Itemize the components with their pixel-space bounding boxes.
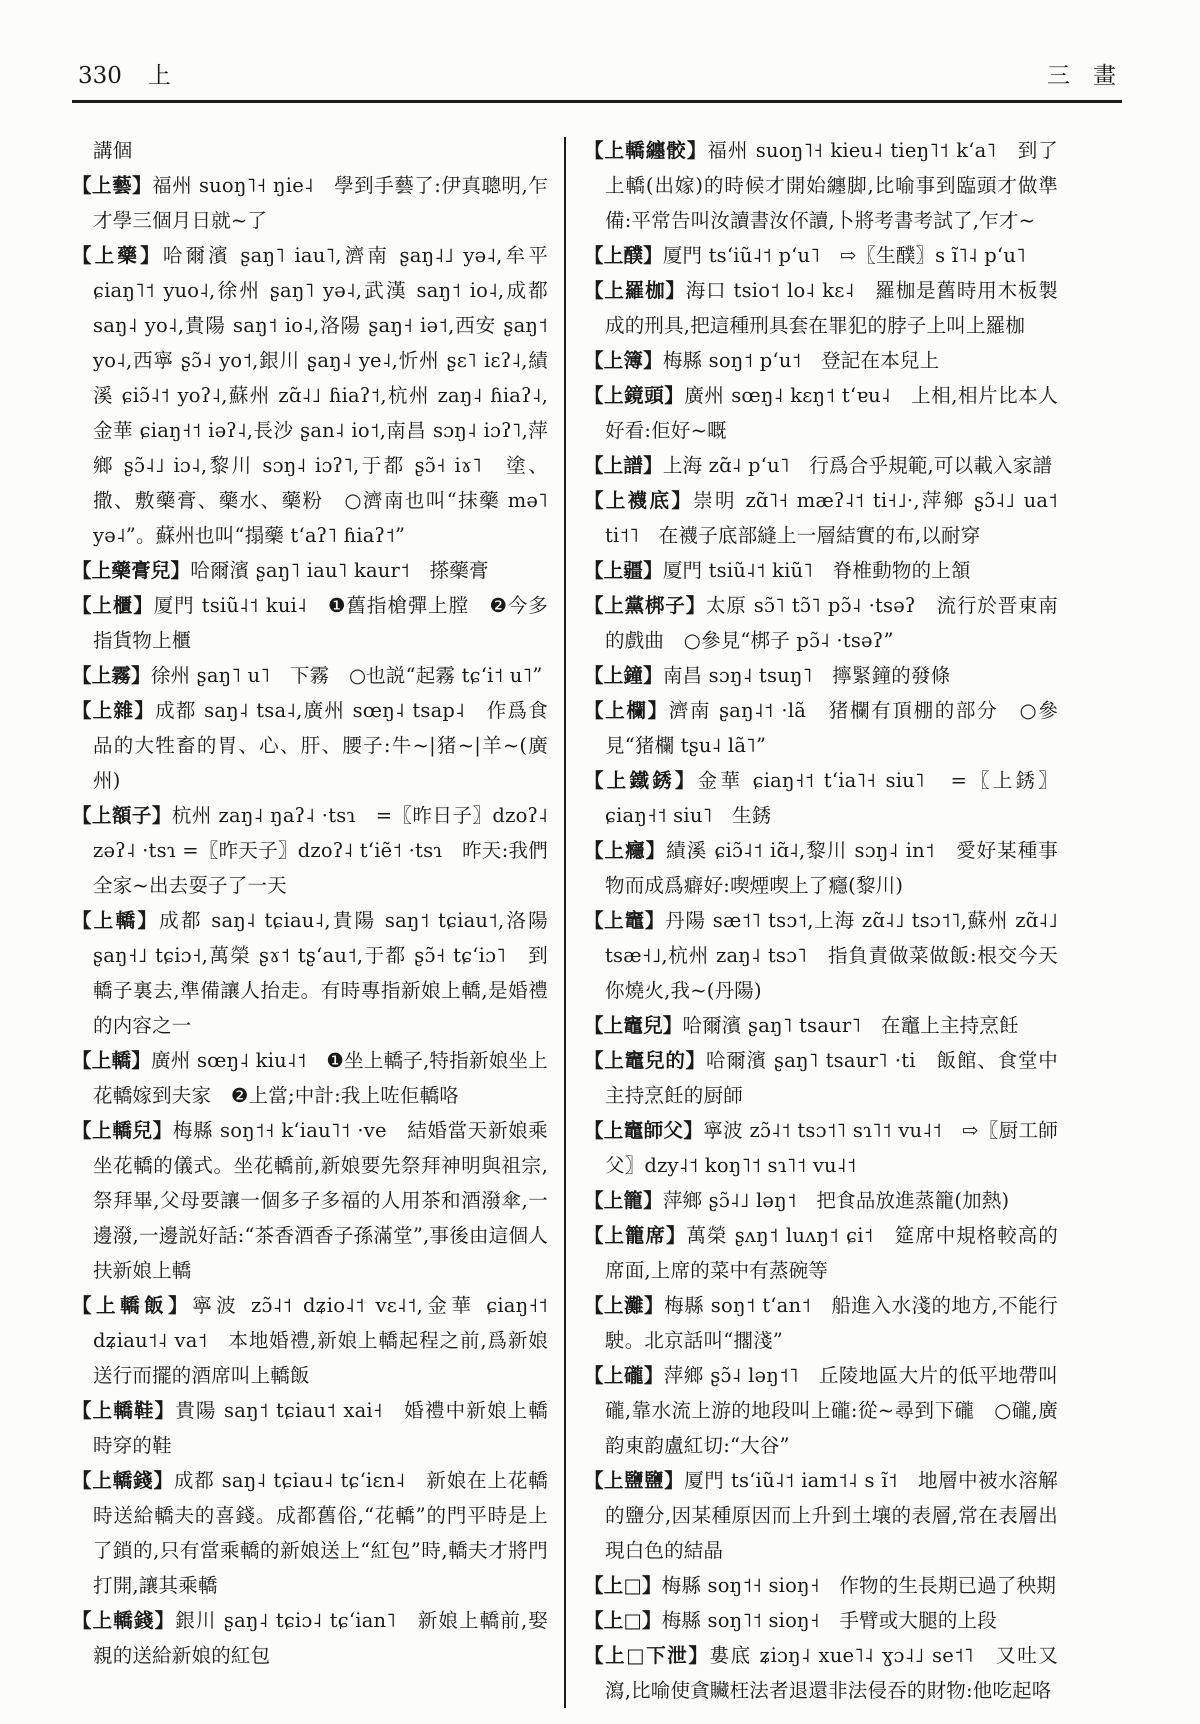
entry-body: 梅縣 soŋ˥˦ sioŋ˧ 手臂或大腿的上段 (661, 1609, 997, 1632)
entry-body: 寧波 zɔ̃˨˦ tsɔ˦˥ sɿ˥˦ vu˨˦ ⇨〖厨工師父〗dzy˨˦ koŋ˥˦ sɿ˥˦ vu˨˦ (605, 1119, 1059, 1177)
entry-body: 廣州 sœŋ˨ kɛŋ˦ tʻɐu˨ 上相,相片比本人好看:佢好~嘅 (605, 384, 1058, 442)
entry-body: 徐州 ʂaŋ˥ u˥ 下霧 ○也説“起霧 tɕʻi˦ u˥” (150, 664, 543, 687)
entry-headword: 【上簿】 (584, 349, 663, 372)
dictionary-entry (72, 553, 548, 588)
section-character: 上 (147, 63, 171, 89)
entry-body: 厦門 tsʻiũ˨˦ pʻu˥ ⇨〖生醭〗s ĩ˥˨ pʻu˥ (662, 244, 1026, 267)
entry-body: 厦門 tsiũ˨˦ kui˨ ❶舊指槍彈上膛 ❷今多指貨物上櫃 (93, 594, 548, 652)
entry-headword: 【上籠】 (584, 1189, 663, 1212)
dictionary-entry (584, 1218, 1058, 1288)
entry-headword: 【上籠席】 (584, 1224, 687, 1247)
entry-headword: 【上轎】 (72, 1049, 152, 1072)
entry-headword: 【上羅枷】 (584, 279, 686, 302)
entry-headword: 【上鹽鹽】 (584, 1469, 685, 1492)
dictionary-entry (72, 133, 548, 168)
dictionary-entry (584, 238, 1058, 273)
entry-body: 銀川 ʂaŋ˨ tɕiɔ˨ tɕʻian˥ 新娘上轎前,娶親的送給新娘的紅包 (93, 1609, 548, 1667)
entry-body: 福州 suoŋ˥˧ kieu˨ tieŋ˥˦ kʻa˥ 到了上轎(出嫁)的時候才開始纏脚,比喻事到臨頭才做準備:平常告叫汝讀書汝伓讀,卜將考書考試了,乍才~ (605, 139, 1058, 232)
entry-headword: 【上□】 (584, 1574, 662, 1597)
dictionary-entry (584, 1288, 1058, 1358)
dictionary-entry (72, 693, 548, 798)
dictionary-entry (584, 1043, 1058, 1113)
entry-headword: 【上轎錢】 (72, 1609, 176, 1632)
entry-headword: 【上礲】 (584, 1364, 664, 1387)
entry-body: 太原 sɔ̃˥ tɔ̃˥ pɔ̃˨ ·tsəʔ 流行於晋東南的戲曲 ○參見“梆子 pɔ̃˨ ·tsəʔ” (605, 594, 1058, 652)
entry-body: 福州 suoŋ˥˧ ŋie˨ 學到手藝了:伊真聰明,乍才學三個月日就~了 (93, 174, 548, 232)
dictionary-entry (72, 1113, 548, 1288)
entry-body: 梅縣 soŋ˦˧ sioŋ˧ 作物的生長期已過了秧期 (661, 1574, 1057, 1597)
entry-body: 成都 saŋ˨ tɕiau˨ tɕʻiɛn˨ 新娘在上花轎時送給轎夫的喜錢。成都舊俗,“花轎”的門平時是上了鎖的,只有當乘轎的新娘送上“紅包”時,轎夫才將門打開,讓其乘轎 (93, 1469, 548, 1597)
dictionary-entry (584, 1358, 1058, 1463)
entry-body: 萍鄉 ʂɔ̃˨˩ ləŋ˦ 把食品放進蒸籠(加熱) (662, 1189, 1010, 1212)
entry-body: 梅縣 soŋ˦˧ kʻiau˥˦ ·ve 結婚當天新娘乘坐花轎的儀式。坐花轎前,新娘要先祭拜神明與祖宗,祭拜畢,父母要讓一個多子多福的人用茶和酒潑傘,一邊潑,一邊説好話:“茶香酒香子孫滿堂”,事後由這個人扶新娘上轎 (93, 1119, 548, 1282)
entry-body: 講個 (93, 139, 133, 162)
dictionary-entry (72, 798, 548, 903)
dictionary-entry (72, 903, 548, 1043)
entry-body: 寧波 zɔ̃˨˦ dʑio˨˦ vɛ˨˦,金華 ɕiaŋ˧˦ dʑiau˦˨ va˦ 本地婚禮,新娘上轎起程之前,爲新娘送行而擺的酒席叫上轎飯 (93, 1294, 548, 1387)
entry-headword: 【上額子】 (72, 804, 172, 827)
entry-body: 哈爾濱 ʂaŋ˥ tsaur˥ 在竈上主持烹飪 (682, 1014, 1019, 1037)
dictionary-entry (72, 1603, 548, 1673)
entry-body: 婁底 ʑiɔŋ˨ xue˥˨ ɣɔ˨˩ se˦˥ 又吐又瀉,比喻使貪贜枉法者退還非法侵吞的財物:他吃起咯 (605, 1644, 1058, 1702)
dictionary-entry (584, 273, 1058, 343)
entry-headword: 【上霧】 (72, 664, 151, 687)
entry-headword: 【上疆】 (584, 559, 663, 582)
entry-body: 厦門 tsiũ˨˦ kiũ˥ 脊椎動物的上頷 (662, 559, 971, 582)
running-header-left (78, 62, 171, 90)
dictionary-entry (584, 133, 1058, 238)
entry-headword: 【上醭】 (584, 244, 663, 267)
left-column (72, 133, 564, 1708)
entry-body: 哈爾濱 ʂaŋ˥ iau˥,濟南 ʂaŋ˨˩ yə˨,牟平 ɕiaŋ˥˦ yuo˨,徐州 ʂaŋ˥ yə˨,武漢 saŋ˦ io˨,成都 saŋ˨ yo˨,貴陽 saŋ˦ io˨,洛陽 ʂaŋ˧ iə˦,西安 ʂaŋ˦ yo˨,西寧 ʂɔ̃˨ yo˦,銀川 ʂaŋ˨ ye˨,忻州 ʂɛ˥ iɛʔ˨,績溪 ɕiɔ̃˨˦ yoʔ˨,蘇州 zɑ̃˨˩ ɦiaʔ˦,杭州 zaŋ˨ ɦiaʔ˨,金華 ɕiaŋ˧˦ iəʔ˨,長沙 ʂan˨ io˦,南昌 sɔŋ˨ iɔʔ˥,萍鄉 ʂɔ̃˨˩ iɔ˨,黎川 sɔŋ˨ iɔʔ˥,于都 ʂɔ̃˧ iɤ˥ 塗、撒、敷藥膏、藥水、藥粉 ○濟南也叫“抹藥 mə˥ yə˨”。蘇州也叫“搨藥 tʻaʔ˥ ɦiaʔ˦” (93, 244, 548, 547)
entry-headword: 【上竈師父】 (584, 1119, 704, 1142)
entry-body: 杭州 zaŋ˨ ŋaʔ˨ ·tsɿ =〖昨日子〗dzoʔ˨ zəʔ˨ ·tsɿ =〖昨天子〗dzoʔ˨ tʻiẽ˦ ·tsɿ 昨天:我們全家~出去耍子了一天 (93, 804, 548, 897)
entry-body: 崇明 zɑ̃˥˧ mæʔ˨˦ ti˧˩·,萍鄉 ʂɔ̃˨˩ ua˦ ti˦˥ 在襪子底部縫上一層結實的布,以耐穿 (605, 489, 1058, 547)
dictionary-entry (72, 1393, 548, 1463)
entry-headword: 【上藥】 (72, 244, 163, 267)
dictionary-entry (584, 1638, 1058, 1708)
dictionary-entry (584, 1603, 1058, 1638)
entry-headword: 【上譜】 (584, 454, 663, 477)
dictionary-entry (584, 763, 1058, 833)
entry-body: 貴陽 saŋ˦ tɕiau˦ xai˧ 婚禮中新娘上轎時穿的鞋 (93, 1399, 548, 1457)
entry-body: 厦門 tsʻiũ˨˦ iam˦˨ s ĩ˦ 地層中被水溶解的鹽分,因某種原因而上升到土壤的表層,常在表層出現白色的結晶 (605, 1469, 1058, 1562)
dictionary-entry (584, 343, 1058, 378)
entry-headword: 【上竈兒的】 (584, 1049, 706, 1072)
entry-headword: 【上欄】 (584, 699, 669, 722)
entry-body: 哈爾濱 ʂaŋ˥ iau˥ kaur˦ 搽藥膏 (190, 559, 489, 582)
entry-body: 丹陽 sæ˦˥ tsɔ˦,上海 zɑ̃˨˩ tsɔ˦˥,蘇州 zɑ̃˨˩ tsæ˧˩,杭州 zaŋ˨ tsɔ˥ 指負責做菜做飯:根交今天你燒火,我~(丹陽) (605, 909, 1058, 1002)
dictionary-entry (584, 833, 1058, 903)
entry-headword: 【上轎兒】 (72, 1119, 173, 1142)
dictionary-entry (584, 483, 1058, 553)
dictionary-entry (72, 588, 548, 658)
entry-headword: 【上癮】 (584, 839, 667, 862)
entry-body: 績溪 ɕiɔ̃˨˦ iɑ̃˨,黎川 sɔŋ˨ in˦ 愛好某種事物而成爲癖好:喫煙喫上了癮(黎川) (605, 839, 1058, 897)
entry-headword: 【上轎鞋】 (72, 1399, 176, 1422)
entry-body: 萍鄉 ʂɔ̃˨ ləŋ˦˥ 丘陵地區大片的低平地帶叫礲,靠水流上游的地段叫上礲:從~尋到下礲 ○礲,廣韵東韵盧紅切:“大谷” (605, 1364, 1058, 1457)
entry-headword: 【上藥膏兒】 (72, 559, 191, 582)
dictionary-entry (584, 1183, 1058, 1218)
dictionary-entry (72, 1043, 548, 1113)
dictionary-entry (584, 1463, 1058, 1568)
entry-body: 上海 zɑ̃˨ pʻu˥ 行爲合乎規範,可以載入家譜 (662, 454, 1053, 477)
entry-headword: 【上鐵銹】 (584, 769, 698, 792)
entry-headword: 【上轎飯】 (72, 1294, 193, 1317)
entry-headword: 【上轎】 (72, 909, 160, 932)
entry-body: 海口 tsio˦ lo˨ kɛ˨ 羅枷是舊時用木板製成的刑具,把這種刑具套在罪犯的脖子上叫上羅枷 (605, 279, 1058, 337)
dictionary-entry (72, 1463, 548, 1603)
dictionary-entry (584, 448, 1058, 483)
two-column-body (72, 133, 1122, 1708)
entry-headword: 【上□下泄】 (584, 1644, 710, 1667)
dictionary-entry (72, 168, 548, 238)
dictionary-entry (584, 693, 1058, 763)
entry-body: 梅縣 soŋ˦ pʻu˦ 登記在本兒上 (662, 349, 940, 372)
entry-headword: 【上□】 (584, 1609, 662, 1632)
running-header (72, 62, 1122, 100)
dictionary-entry (584, 1113, 1058, 1183)
entry-headword: 【上藝】 (72, 174, 153, 197)
entry-headword: 【上鐘】 (584, 664, 663, 687)
stroke-count-label: 三 畫 (1047, 63, 1116, 89)
dictionary-entry (584, 658, 1058, 693)
dictionary-entry (584, 588, 1058, 658)
entry-headword: 【上襪底】 (584, 489, 694, 512)
entry-body: 南昌 sɔŋ˨ tsuŋ˥ 擰緊鐘的發條 (662, 664, 951, 687)
right-column (566, 133, 1058, 1708)
entry-headword: 【上轎錢】 (72, 1469, 174, 1492)
page-number: 330 (78, 63, 122, 89)
dictionary-entry (584, 1568, 1058, 1603)
dictionary-entry (584, 1008, 1058, 1043)
entry-headword: 【上櫃】 (72, 594, 154, 617)
entry-headword: 【上雜】 (72, 699, 156, 722)
header-rule (72, 100, 1122, 103)
dictionary-entry (72, 1288, 548, 1393)
entry-headword: 【上竈兒】 (584, 1014, 683, 1037)
entry-body: 金華 ɕiaŋ˧˦ tʻia˥˧ siu˥ =〖上銹〗ɕiaŋ˧˦ siu˥ 生銹 (605, 769, 1058, 827)
running-header-right (1047, 62, 1116, 90)
entry-headword: 【上灘】 (584, 1294, 665, 1317)
entry-body: 哈爾濱 ʂaŋ˥ tsaur˥ ·ti 飯館、食堂中主持烹飪的厨師 (605, 1049, 1059, 1107)
entry-headword: 【上黨梆子】 (584, 594, 707, 617)
dictionary-entry (584, 378, 1058, 448)
entry-headword: 【上轎纏骹】 (584, 139, 708, 162)
dictionary-entry (584, 553, 1058, 588)
entry-headword: 【上竈】 (584, 909, 666, 932)
dictionary-entry (72, 658, 548, 693)
dictionary-entry (72, 238, 548, 553)
entry-body: 梅縣 soŋ˦ tʻan˦ 船進入水淺的地方,不能行駛。北京話叫“擱淺” (605, 1294, 1058, 1352)
entry-body: 成都 saŋ˨ tsa˨,廣州 sœŋ˨ tsap˨ 作爲食品的大牲畜的胃、心、肝、腰子:牛~|猪~|羊~(廣州) (93, 699, 548, 792)
entry-body: 濟南 ʂaŋ˨˦ ·lã 猪欄有頂棚的部分 ○參見“猪欄 tʂu˨ lã˥” (605, 699, 1058, 757)
entry-body: 廣州 sœŋ˨ kiu˨˦ ❶坐上轎子,特指新娘坐上花轎嫁到夫家 ❷上當;中計:我上咗佢轎咯 (93, 1049, 548, 1107)
entry-headword: 【上鏡頭】 (584, 384, 685, 407)
dictionary-entry (584, 903, 1058, 1008)
entry-body: 萬榮 ʂʌŋ˦ luʌŋ˦ ɕi˦ 筵席中規格較高的席面,上席的菜中有蒸碗等 (605, 1224, 1058, 1282)
entry-body: 成都 saŋ˨ tɕiau˨,貴陽 saŋ˦ tɕiau˦,洛陽 ʂaŋ˧˩ tɕiɔ˧,萬榮 ʂɤ˦ tʂʻau˦,于都 ʂɔ̃˧ tɕʻiɔ˥ 到轎子裏去,準備讓人抬走。有時專指新娘上轎,是婚禮的内容之一 (93, 909, 548, 1037)
